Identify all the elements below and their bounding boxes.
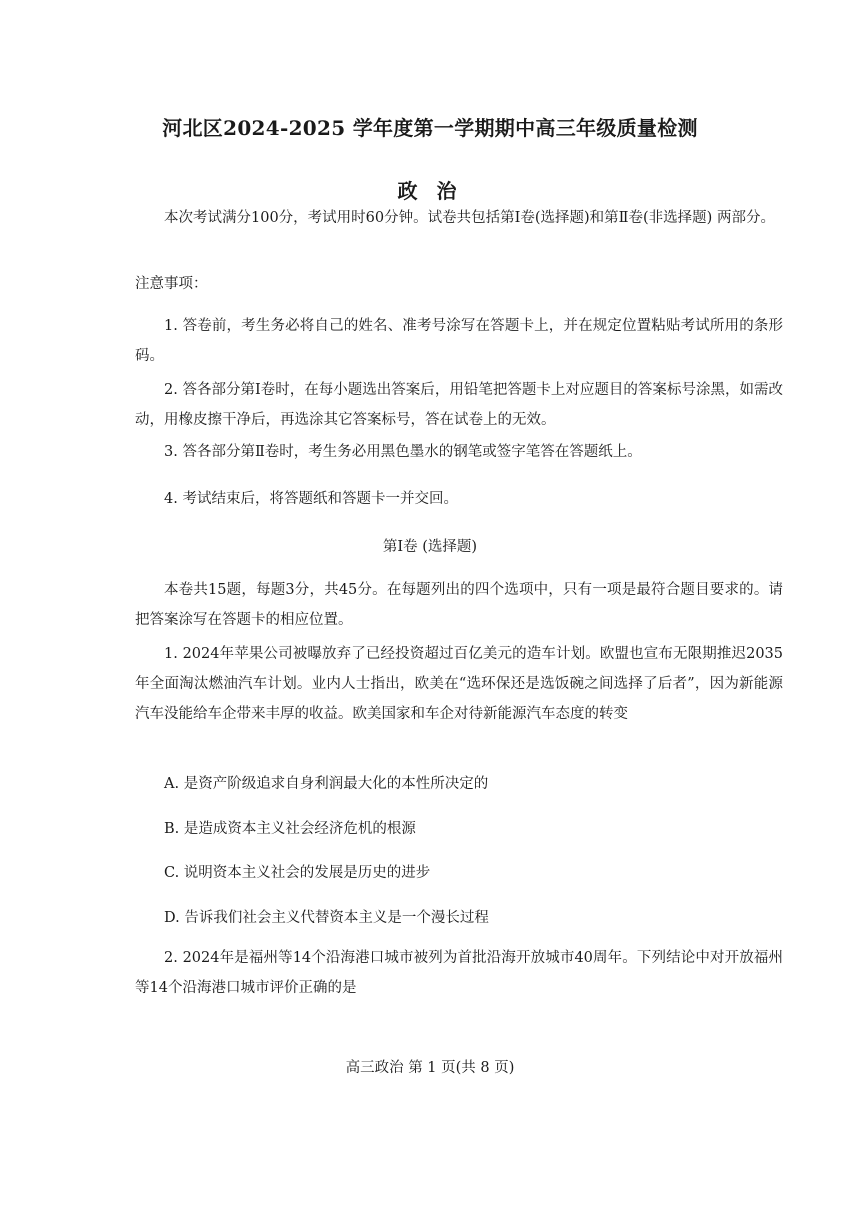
question-1-option-a: A. 是资产阶级追求自身利润最大化的本性所决定的: [164, 776, 489, 792]
exam-intro: 本次考试满分100分，考试用时60分钟。试卷共包括第Ⅰ卷(选择题)和第Ⅱ卷(非选择题) 两部分。: [164, 210, 775, 226]
question-1-stem: 1. 2024年苹果公司被曝放弃了已经投资超过百亿美元的造车计划。欧盟也宣布无限期推迟2035年全面淘汰燃油汽车计划。业内人士指出，欧美在“选环保还是选饭碗之间选择了后者”，因为新能源汽车没能给车企带来丰厚的收益。欧美国家和车企对待新能源汽车态度的转变: [135, 646, 783, 722]
page-footer: 高三政治 第 1 页(共 8 页): [345, 1060, 515, 1076]
subject-title: 政 治: [397, 179, 463, 203]
question-2-stem: 2. 2024年是福州等14个沿海港口城市被列为首批沿海开放城市40周年。下列结论中对开放福州等14个沿海港口城市评价正确的是: [135, 950, 783, 996]
section-heading: 第Ⅰ卷 (选择题): [382, 539, 478, 555]
notice-label: 注意事项：: [135, 276, 208, 292]
exam-title: 河北区2024-2025 学年度第一学期期中高三年级质量检测: [162, 116, 698, 140]
notice-item-1: 1. 答卷前，考生务必将自己的姓名、准考号涂写在答题卡上，并在规定位置粘贴考试所用的条形码。: [135, 318, 783, 364]
question-1-option-d: D. 告诉我们社会主义代替资本主义是一个漫长过程: [164, 910, 489, 926]
section-instructions: 本卷共15题，每题3分，共45分。在每题列出的四个选项中，只有一项是最符合题目要求的。请把答案涂写在答题卡的相应位置。: [135, 582, 783, 628]
notice-item-2: 2. 答各部分第Ⅰ卷时，在每小题选出答案后，用铅笔把答题卡上对应题目的答案标号涂黑，如需改动，用橡皮擦干净后，再选涂其它答案标号，答在试卷上的无效。: [135, 382, 783, 428]
notice-item-4: 4. 考试结束后，将答题纸和答题卡一并交回。: [164, 491, 458, 507]
question-1-option-b: B. 是造成资本主义社会经济危机的根源: [164, 821, 416, 837]
notice-item-3: 3. 答各部分第Ⅱ卷时，考生务必用黑色墨水的钢笔或签字笔答在答题纸上。: [164, 444, 642, 460]
question-1-option-c: C. 说明资本主义社会的发展是历史的进步: [164, 865, 431, 881]
